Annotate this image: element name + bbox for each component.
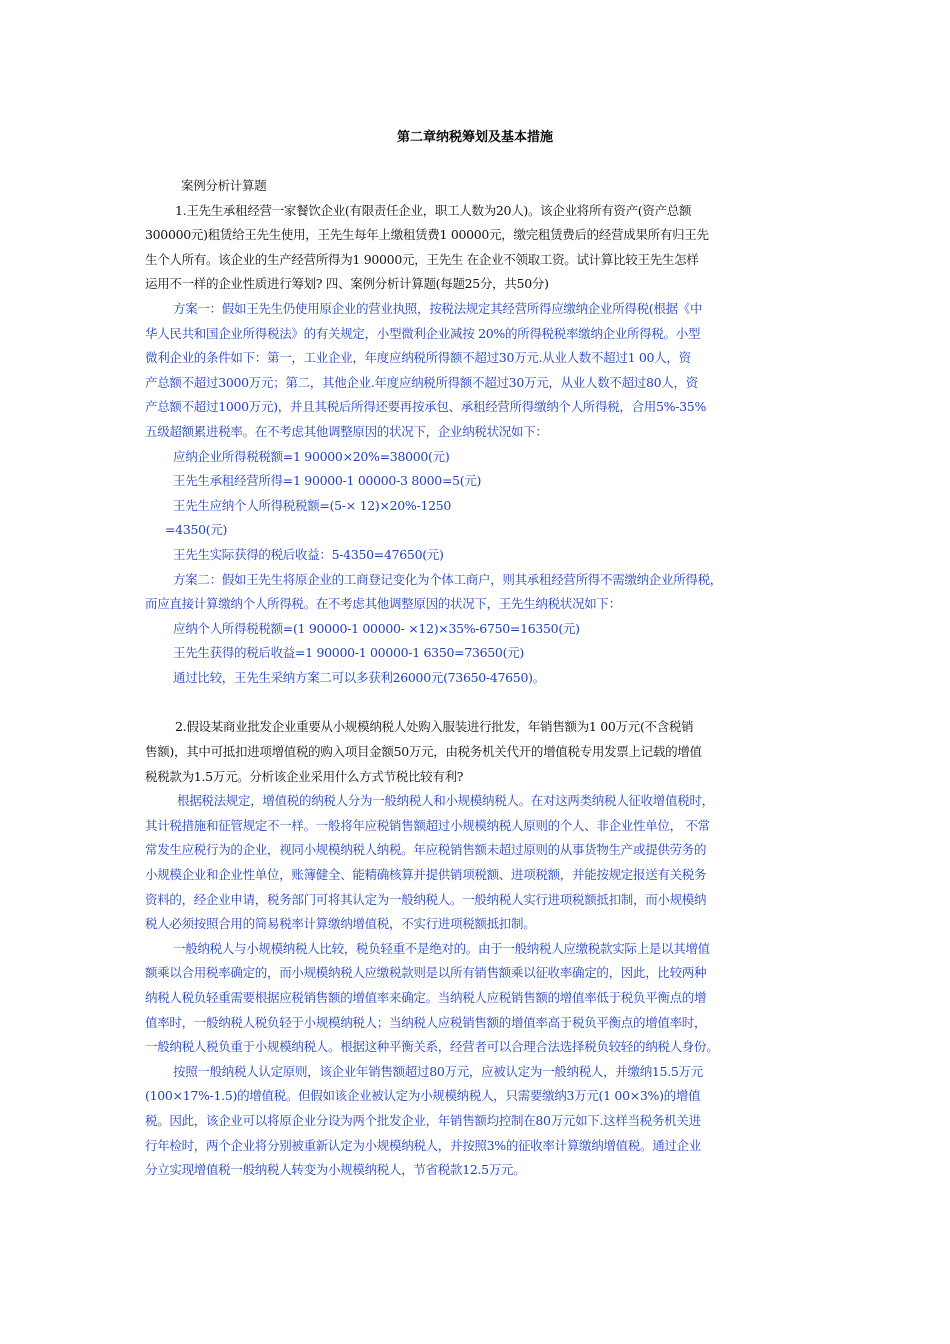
answer-line: 微利企业的条件如下：第一，工业企业，年度应纳税所得额不超过30万元.从业人数不超过1 00人，资 xyxy=(145,350,691,366)
answer-line: 常发生应税行为的企业，视同小规模纳税人纳税。年应税销售额未超过原则的从事货物生产或提供劳务的 xyxy=(145,842,707,858)
answer-line: 其计税措施和征管规定不一样。一般将年应税销售额超过小规模纳税人原则的个人、非企业性单位， 不常 xyxy=(145,817,710,833)
question-line: 300000元)租赁给王先生使用，王先生每年上缴租赁费1 00000元，缴完租赁费后的经营成果所有归王先 xyxy=(145,227,709,243)
answer-line: 产总额不超过1000万元)，并且其税后所得还要再按承包、承租经营所得缴纳个人所得税，合用5%-35% xyxy=(145,399,707,415)
answer-line: 资料的，经企业申请，税务部门可将其认定为一般纳税人。一般纳税人实行进项税额抵扣制，而小规模纳 xyxy=(145,891,707,907)
answer-line: 一般纳税人与小规模纳税人比较，税负轻重不是绝对的。由于一般纳税人应缴税款实际上是以其增值 xyxy=(173,940,710,956)
document-title: 第二章纳税筹划及基本措施 xyxy=(396,130,553,145)
answer-line: 华人民共和国企业所得税法》的有关规定，小型微利企业减按 20%的所得税税率缴纳企业所得税。小型 xyxy=(145,325,701,341)
answer-line: 而应直接计算缴纳个人所得税。在不考虑其他调整原因的状况下，王先生纳税状况如下： xyxy=(145,596,621,612)
answer-line: 分立实现增值税一般纳税人转变为小规模纳税人，节省税款12.5万元。 xyxy=(145,1162,526,1178)
answer-line: 行年检时，两个企业将分别被重新认定为小规模纳税人，并按照3%的征收率计算缴纳增值税。通过企业 xyxy=(145,1137,702,1153)
question-line: 运用不一样的企业性质进行筹划? 四、案例分析计算题(每题25分，共50分) xyxy=(145,276,549,292)
answer-line: 额乘以合用税率确定的，而小规模纳税人应缴税款则是以所有销售额乘以征收率确定的，因此，比较两种 xyxy=(145,965,707,981)
answer-line: 通过比较，王先生采纳方案二可以多获利26000元(73650-47650)。 xyxy=(173,669,545,685)
answer-line: 小规模企业和企业性单位，账簿健全、能精确核算并提供销项税额、进项税额，并能按规定报送有关税务 xyxy=(145,867,707,883)
answer-line: 王先生获得的税后收益=1 90000-1 00000-1 6350=73650(元) xyxy=(173,645,524,661)
answer-line: (100×17%-1.5)的增值税。但假如该企业被认定为小规模纳税人，只需要缴纳3万元(1 00×3%)的增值 xyxy=(145,1088,701,1104)
answer-line: 根据税法规定，增值税的纳税人分为一般纳税人和小规模纳税人。在对这两类纳税人征收增值税时， xyxy=(177,793,714,809)
answer-line: 值率时，一般纳税人税负轻于小规模纳税人；当纳税人应税销售额的增值率高于税负平衡点的增值率时， xyxy=(145,1014,707,1030)
question-line: 1.王先生承租经营一家餐饮企业(有限责任企业，职工人数为20人)。该企业将所有资产(资产总额 xyxy=(175,202,692,218)
answer-line: 应纳企业所得税税额=1 90000×20%=38000(元) xyxy=(173,448,450,464)
question-line: 案例分析计算题 xyxy=(181,178,267,193)
answer-line: 方案一：假如王先生仍使用原企业的营业执照，按税法规定其经营所得应缴纳企业所得税(根据《中 xyxy=(173,300,703,316)
answer-line: 王先生承租经营所得=1 90000-1 00000-3 8000=5(元) xyxy=(173,473,482,489)
answer-line: 产总额不超过3000万元；第二，其他企业.年度应纳税所得额不超过30万元，从业人数不超过80人，资 xyxy=(145,374,698,390)
answer-line: 按照一般纳税人认定原则，该企业年销售额超过80万元，应被认定为一般纳税人，并缴纳15.5万元 xyxy=(173,1063,703,1079)
question-line: 售额)，其中可抵扣进项增值税的购入项目金额50万元，由税务机关代开的增值税专用发票上记载的增值 xyxy=(145,744,702,760)
answer-line: 方案二：假如王先生将原企业的工商登记变化为个体工商户，则其承租经营所得不需缴纳企业所得税， xyxy=(173,571,723,587)
answer-line: 税。因此，该企业可以将原企业分设为两个批发企业，年销售额均控制在80万元如下.这样当税务机关进 xyxy=(145,1112,701,1128)
answer-line: 王先生应纳个人所得税税额=(5-× 12)×20%-1250 xyxy=(173,497,452,513)
paragraph-gap xyxy=(145,690,813,715)
answer-line: 纳税人税负轻重需要根据应税销售额的增值率来确定。当纳税人应税销售额的增值率低于税负平衡点的增 xyxy=(145,990,707,1005)
answer-line: =4350(元) xyxy=(165,522,228,538)
question-line: 2.假设某商业批发企业重要从小规模纳税人处购入服装进行批发，年销售额为1 00万元(不含税销 xyxy=(175,719,694,735)
answer-line: 五级超额累进税率。在不考虑其他调整原因的状况下，企业纳税状况如下： xyxy=(145,423,548,439)
answer-line: 王先生实际获得的税后收益：5-4350=47650(元) xyxy=(173,546,444,562)
answer-line: 应纳个人所得税税额=(1 90000-1 00000- ×12)×35%-6750=16350(元) xyxy=(173,620,580,636)
document-body xyxy=(145,174,813,1183)
answer-line: 一般纳税人税负重于小规模纳税人。根据这种平衡关系，经营者可以合理合法选择税负较轻的纳税人身份。 xyxy=(145,1039,719,1055)
question-line: 税税款为1.5万元。分析该企业采用什么方式节税比较有利? xyxy=(145,768,464,784)
answer-line: 税人必须按照合用的简易税率计算缴纳增值税，不实行进项税额抵扣制。 xyxy=(145,916,536,932)
question-line: 生个人所有。该企业的生产经营所得为1 90000元，王先生 在企业不领取工资。试计算比较王先生怎样 xyxy=(145,251,699,267)
